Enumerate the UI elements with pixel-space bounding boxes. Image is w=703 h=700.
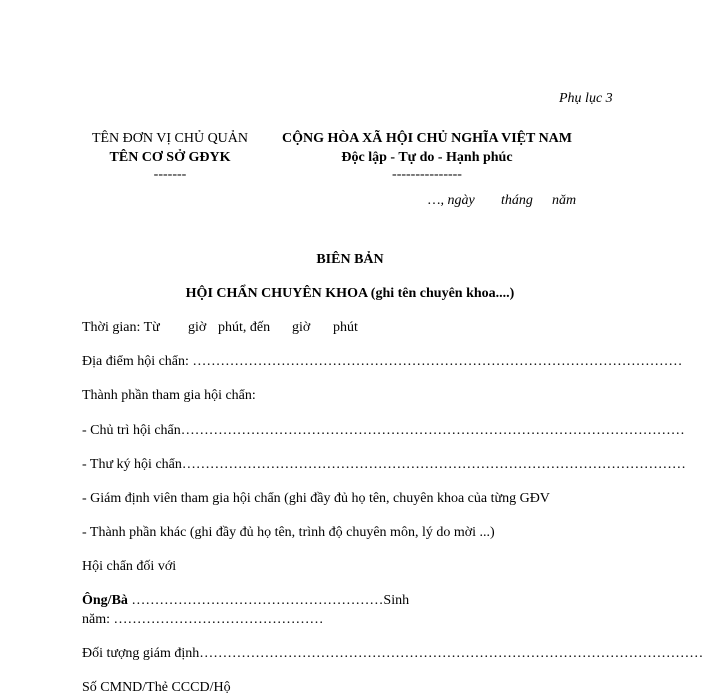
header-left-line2: TÊN CƠ SỞ GĐYK xyxy=(109,150,231,165)
participants-heading: Thành phần tham gia hội chẩn: xyxy=(82,388,256,403)
date-line-year: năm xyxy=(552,193,577,208)
header-right-line1: CỘNG HÒA XÃ HỘI CHỦ NGHĨA VIỆT NAM xyxy=(281,131,572,146)
person-line xyxy=(82,592,409,610)
header-right-rule: --------------- xyxy=(392,167,462,182)
document-title: BIÊN BẢN xyxy=(316,252,384,267)
date-line-month: tháng xyxy=(501,193,533,208)
person-year-line: năm: ……………………………………… xyxy=(82,612,324,627)
header-right-line2: Độc lập - Tự do - Hạnh phúc xyxy=(341,150,513,165)
time-hour-1: giờ xyxy=(188,320,207,335)
header-left-line1: TÊN ĐƠN VỊ CHỦ QUẢN xyxy=(91,131,249,146)
appendix-label: Phụ lục 3 xyxy=(559,91,613,106)
header-left-rule: ------- xyxy=(153,167,187,182)
document-subtitle: HỘI CHẨN CHUYÊN KHOA (ghi tên chuyên khoa....) xyxy=(185,286,515,301)
secretary-line: - Thư ký hội chẩn……………………………………………………………………………………………… xyxy=(82,457,686,472)
others-line: - Thành phần khác (ghi đầy đủ họ tên, trình độ chuyên môn, lý do mời ...) xyxy=(82,525,495,540)
date-line-prefix: …, ngày xyxy=(428,193,475,208)
time-hour-2: giờ xyxy=(292,320,311,335)
examiners-line: - Giám định viên tham gia hội chẩn (ghi đầy đủ họ tên, chuyên khoa của từng GĐV xyxy=(82,491,550,506)
chair-line: - Chủ trì hội chẩn……………………………………………………………………………………………… xyxy=(82,423,685,438)
time-minute-1: phút, đến xyxy=(218,320,271,335)
person-birth: Sinh xyxy=(383,593,410,608)
location-line: Địa điểm hội chẩn: …………………………………………………………………………………………… xyxy=(82,354,683,369)
time-label: Thời gian: Từ xyxy=(82,320,160,335)
person-dots: ……………………………………………… xyxy=(127,593,384,608)
id-line: Số CMND/Thẻ CCCD/Hộ xyxy=(82,680,231,695)
person-label: Ông/Bà xyxy=(82,593,128,608)
subject-line: Đối tượng giám định……………………………………………………………………………………………… xyxy=(82,646,703,661)
time-minute-2: phút xyxy=(333,320,358,335)
consult-for-line: Hội chẩn đối với xyxy=(82,559,177,574)
